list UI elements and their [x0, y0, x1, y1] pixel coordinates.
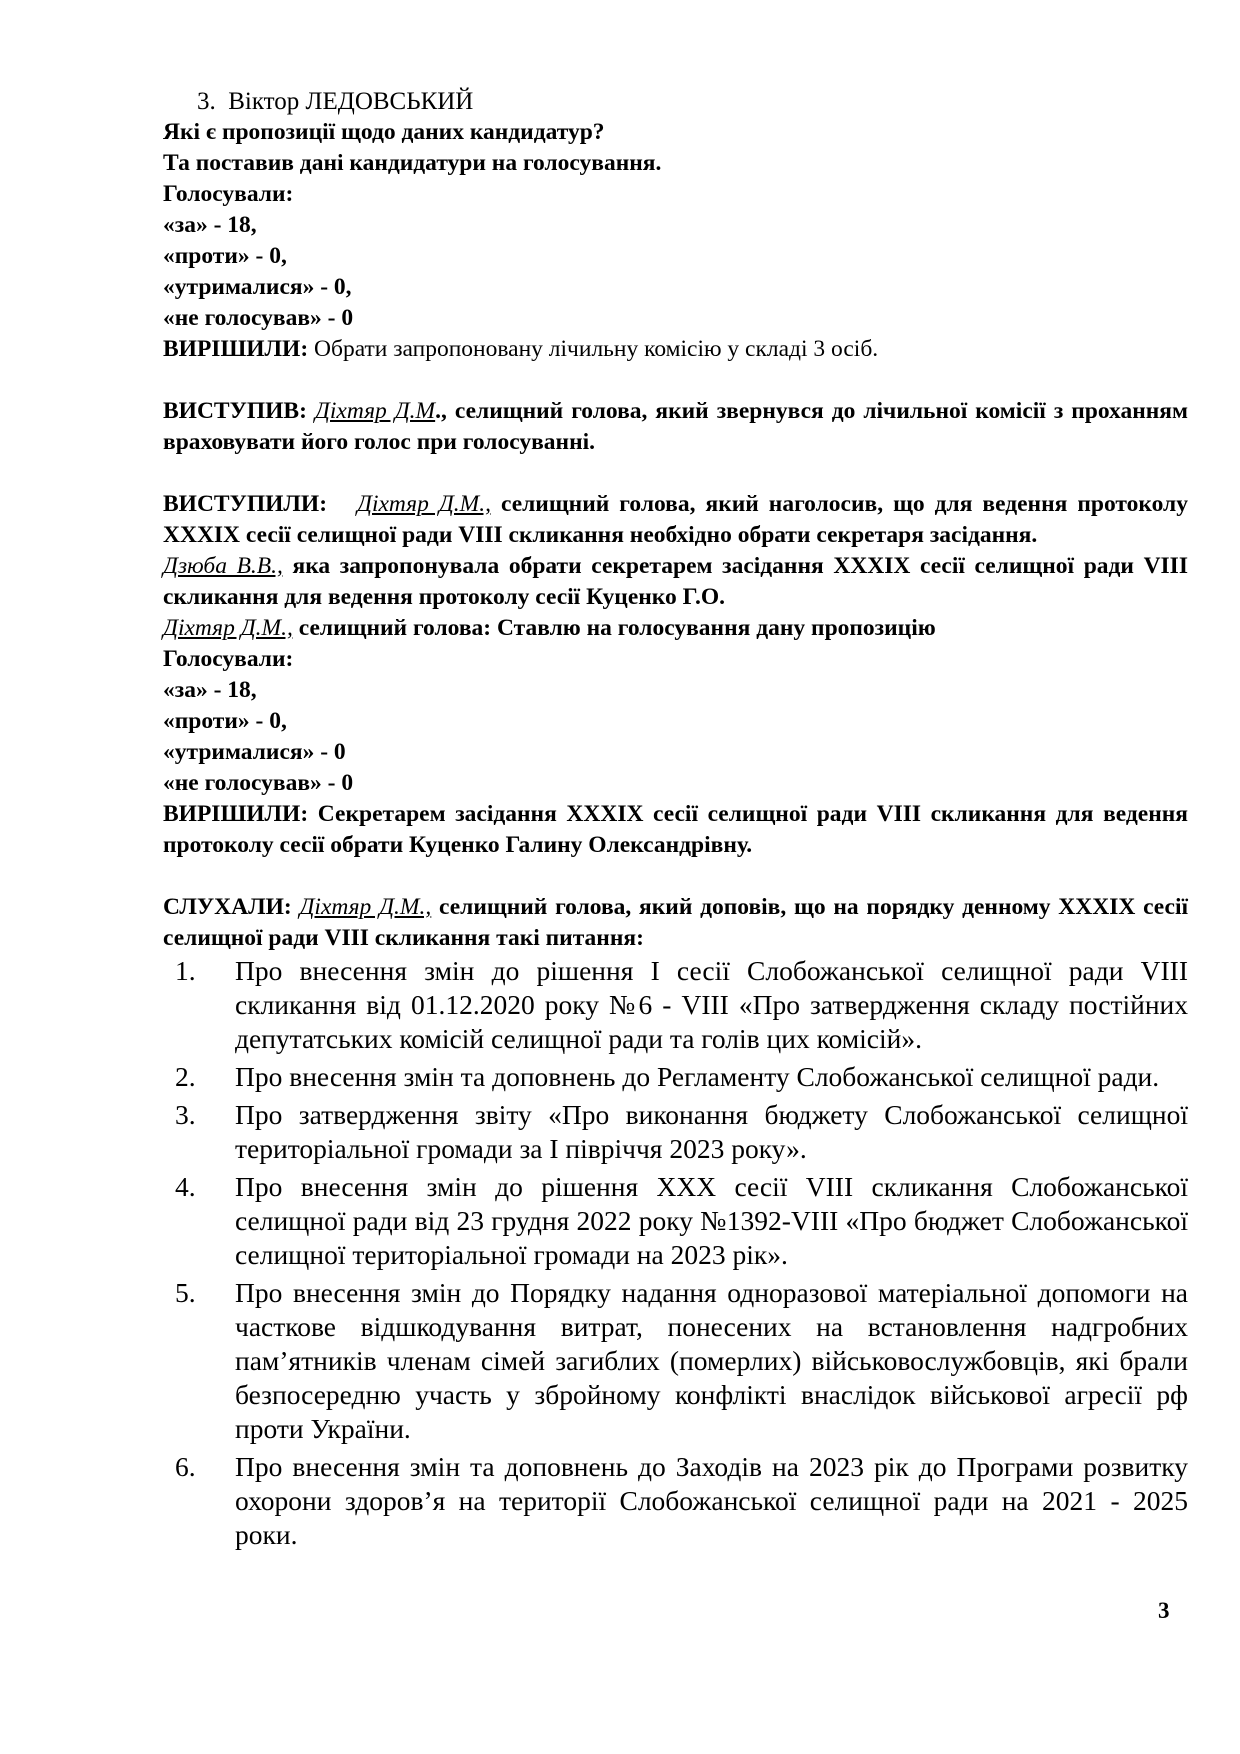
vote-for: «за» - 18,: [163, 677, 257, 703]
put-to-vote-line: Та поставив дані кандидатури на голосування.: [163, 150, 662, 176]
heard-label: СЛУХАЛИ:: [163, 894, 292, 920]
proposal-text: яка запропонувала обрати секретарем засідання XXXIX сесії селищної ради VIII скликання для ведення протоколу сесії Куценко Г.О.: [163, 553, 1188, 610]
speaker-name: Діхтяр Д.М.,: [163, 615, 293, 641]
vote-call-text: селищний голова: Ставлю на голосування дану пропозицію: [292, 615, 936, 641]
agenda-item-number: 1.: [175, 955, 196, 986]
proposal-block: [163, 551, 1188, 613]
vote-against: «проти» - 0,: [163, 243, 287, 269]
speech-label: ВИСТУПИВ:: [163, 398, 307, 424]
agenda-item: [163, 954, 1188, 1056]
question-line: Які є пропозиції щодо даних кандидатур?: [163, 119, 605, 145]
decided-label: ВИРІШИЛИ:: [163, 801, 309, 827]
agenda-item: [163, 1060, 1188, 1094]
proposer-name: Дзюба В.В.,: [163, 553, 283, 579]
decided-label: ВИРІШИЛИ:: [163, 336, 309, 362]
vote-call: [163, 613, 1188, 644]
agenda-item-number: 4.: [175, 1171, 196, 1202]
candidate-item: [163, 86, 1188, 117]
agenda-item: [163, 1170, 1188, 1272]
decided-text: Обрати запропоновану лічильну комісію у складі 3 осіб.: [308, 336, 879, 362]
agenda-item-text: Про внесення змін та доповнень до Заходів на 2023 рік до Програми розвитку охорони здоров’я на території Слобожанської селищної ради на 2021 - 2025 роки.: [235, 1451, 1188, 1550]
vote-not-voted: «не голосував» - 0: [163, 305, 354, 331]
heard-text: селищний голова, який доповів, що на порядку денному XXXIX сесії селищної ради VIII скликання такі питання:: [163, 894, 1189, 951]
agenda-item-text: Про затвердження звіту «Про виконання бюджету Слобожанської селищної територіальної громади за I півріччя 2023 року».: [235, 1099, 1188, 1164]
page-content: [163, 86, 1188, 1556]
agenda-item-number: 3.: [175, 1099, 196, 1130]
vote-abstained: «утрималися» - 0,: [163, 274, 352, 300]
candidate-name: Віктор ЛЕДОВСЬКИЙ: [228, 88, 474, 115]
speech-block-1: [163, 396, 1188, 458]
speaker-name: Діхтяр Д.М.,: [299, 894, 432, 920]
agenda-item: [163, 1098, 1188, 1166]
decision-1: [163, 334, 1188, 365]
vote-not-voted: «не голосував» - 0: [163, 770, 354, 796]
speech-text: селищний голова, який наголосив, що для ведення протоколу XXXIX сесії селищної ради VIII скликання необхідно обрати секретаря засідання.: [163, 491, 1188, 548]
speaker-name: Діхтяр Д.М.,: [357, 491, 491, 517]
voted-label: Голосували:: [163, 181, 294, 207]
agenda-item-number: 2.: [175, 1061, 196, 1092]
agenda-item-number: 5.: [175, 1277, 196, 1308]
agenda-item-text: Про внесення змін до рішення I сесії Слобожанської селищної ради VIII скликання від 01.12.2020 року №6 - VIII «Про затвердження складу постійних депутатських комісій селищної ради та голів цих комісій».: [235, 955, 1188, 1054]
agenda-item: [163, 1276, 1188, 1446]
speech-text: ., селищний голова, який звернувся до лічильної комісії з проханням враховувати його голос при голосуванні.: [163, 398, 1189, 455]
heard-block: [163, 892, 1188, 954]
agenda-item: [163, 1450, 1188, 1552]
vote-for: «за» - 18,: [163, 212, 257, 238]
agenda-item-number: 6.: [175, 1451, 196, 1482]
speech-label: ВИСТУПИЛИ:: [163, 491, 328, 517]
decision-2: [163, 799, 1188, 861]
candidate-number: 3.: [197, 88, 216, 115]
agenda-item-text: Про внесення змін та доповнень до Регламенту Слобожанської селищної ради.: [235, 1061, 1160, 1092]
agenda-item-text: Про внесення змін до Порядку надання одноразової матеріальної допомоги на часткове відшкодування витрат, понесених на встановлення надгробних пам’ятників членам сімей загиблих (померлих) військовослужбовців, які брали безпосередню участь у збройному конфлікті внаслідок військової агресії рф проти України.: [235, 1277, 1188, 1444]
page-number: 3: [1158, 1598, 1170, 1623]
speech-block-2: [163, 489, 1188, 551]
vote-abstained: «утрималися» - 0: [163, 739, 346, 765]
speaker-name: Діхтяр Д.М: [314, 398, 436, 424]
agenda-list: [163, 954, 1188, 1552]
vote-against: «проти» - 0,: [163, 708, 287, 734]
decided-text: Секретарем засідання XXXIX сесії селищної ради VIII скликання для ведення протоколу сесії обрати Куценко Галину Олександрівну.: [163, 801, 1188, 858]
voted-label: Голосували:: [163, 646, 294, 672]
agenda-item-text: Про внесення змін до рішення XXX сесії VIII скликання Слобожанської селищної ради від 23 грудня 2022 року №1392-VIII «Про бюджет Слобожанської селищної територіальної громади на 2023 рік».: [235, 1171, 1188, 1270]
